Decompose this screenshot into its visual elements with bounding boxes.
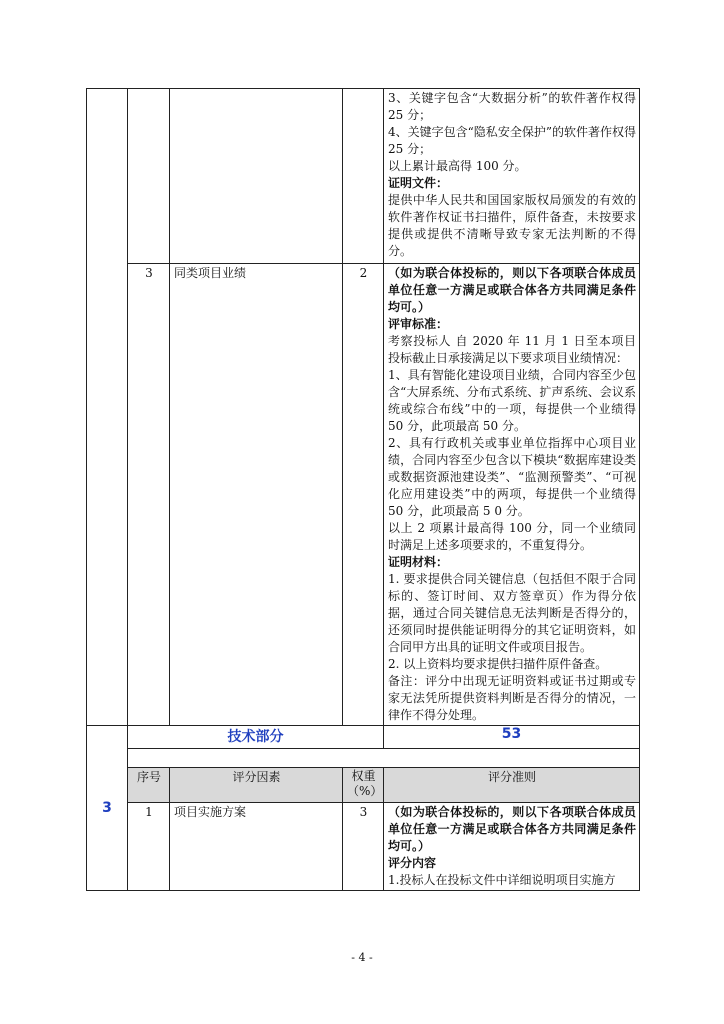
row-factor-cell [170,89,343,264]
proof-title: 证明文件： [388,176,449,190]
criteria-item: 1、具有智能化建设项目业绩，合同内容至少包含“大屏系统、分布式系统、扩声系统、会议系统或综合布线”中的一项，每提供一个业绩得 50 分，此项最高 50 分。 [388,368,636,433]
criteria-line: 3、关键字包含“大数据分析”的软件著作权得 25 分； [388,91,636,122]
section-title: 技术部分 [227,729,284,745]
row-weight-cell [343,803,384,891]
section-number-cell [87,726,128,891]
row-number: 3 [145,266,153,280]
spacer-row [87,749,640,768]
header-weight: 权重（%） [347,769,383,798]
criteria-line: 4、关键字包含“隐私安全保护”的软件著作权得 25 分； [388,125,636,156]
section-title-row [87,726,640,749]
material-item: 2. 以上资料均要求提供扫描件原件备查。 [388,657,608,671]
section-number: 3 [102,800,112,816]
criteria-cell [384,264,640,726]
header-criteria-cell [384,768,640,803]
table-row [87,264,640,726]
row-weight-cell [343,89,384,264]
content-title: 评分内容 [388,856,437,870]
criteria-item: 2、具有行政机关或事业单位指挥中心项目业绩，合同内容至少包含以下模块“数据库建设类或数据资源池建设类”、“监测预警类”、“可视化应用建设类”中的两项，每提供一个业绩得 50 分，此项最高 5 0 分。 [388,436,636,518]
header-criteria: 评分准则 [487,770,536,784]
consortium-note: （如为联合体投标的，则以下各项联合体成员单位任意一方满足或联合体各方共同满足条件均可。） [388,805,636,853]
section-score: 53 [501,726,522,742]
materials-title: 证明材料： [388,555,449,569]
section-title-cell [128,726,384,749]
table-row [87,89,640,264]
standard-intro: 考察投标人 自 2020 年 11 月 1 日至本项目投标截止日承接满足以下要求项目业绩情况： [388,334,636,365]
header-no: 序号 [136,770,161,784]
row-no-cell [128,803,170,891]
row-no-cell [128,89,170,264]
consortium-note: （如为联合体投标的，则以下各项联合体成员单位任意一方满足或联合体各方共同满足条件均可。） [388,266,636,314]
scoring-table [86,88,640,891]
criteria-cell [384,89,640,264]
header-no-cell [128,768,170,803]
material-item: 1. 要求提供合同关键信息（包括但不限于合同标的、签订时间、双方签章页）作为得分依据，通过合同关键信息无法判断是否得分的，还须同时提供能证明得分的其它证明资料，如合同甲方出具的证明文件或项目报告。 [388,572,636,654]
remark: 备注：评分中出现无证明资料或证书过期或专家无法凭所提供资料判断是否得分的情况，一律作不得分处理。 [388,674,636,722]
standard-title: 评审标准： [388,317,449,331]
criteria-cell [384,803,640,891]
row-weight-cell [343,264,384,726]
row-factor: 项目实施方案 [174,805,247,819]
spacer-cell [128,749,640,768]
row-no-cell [128,264,170,726]
table-row [87,803,640,891]
row-number: 1 [145,805,153,819]
criteria-line: 以上累计最高得 100 分。 [388,159,527,173]
row-weight: 2 [359,266,368,280]
page-number: - 4 - [351,951,373,964]
header-factor-cell [170,768,343,803]
row-weight: 3 [359,805,368,819]
row-factor: 同类项目业绩 [174,266,247,280]
content-item: 1.投标人在投标文件中详细说明项目实施方 [388,873,616,887]
header-factor: 评分因素 [232,770,281,784]
section-cell-continued [87,89,128,726]
row-factor-cell [170,803,343,891]
proof-text: 提供中华人民共和国国家版权局颁发的有效的软件著作权证书扫描件，原件备查，未按要求提供或提供不清晰导致专家无法判断的不得分。 [388,193,636,258]
header-row [87,768,640,803]
criteria-summary: 以上 2 项累计最高得 100 分，同一个业绩同时满足上述多项要求的，不重复得分。 [388,521,636,552]
header-weight-cell [343,768,384,803]
row-factor-cell [170,264,343,726]
section-score-cell [384,726,640,749]
